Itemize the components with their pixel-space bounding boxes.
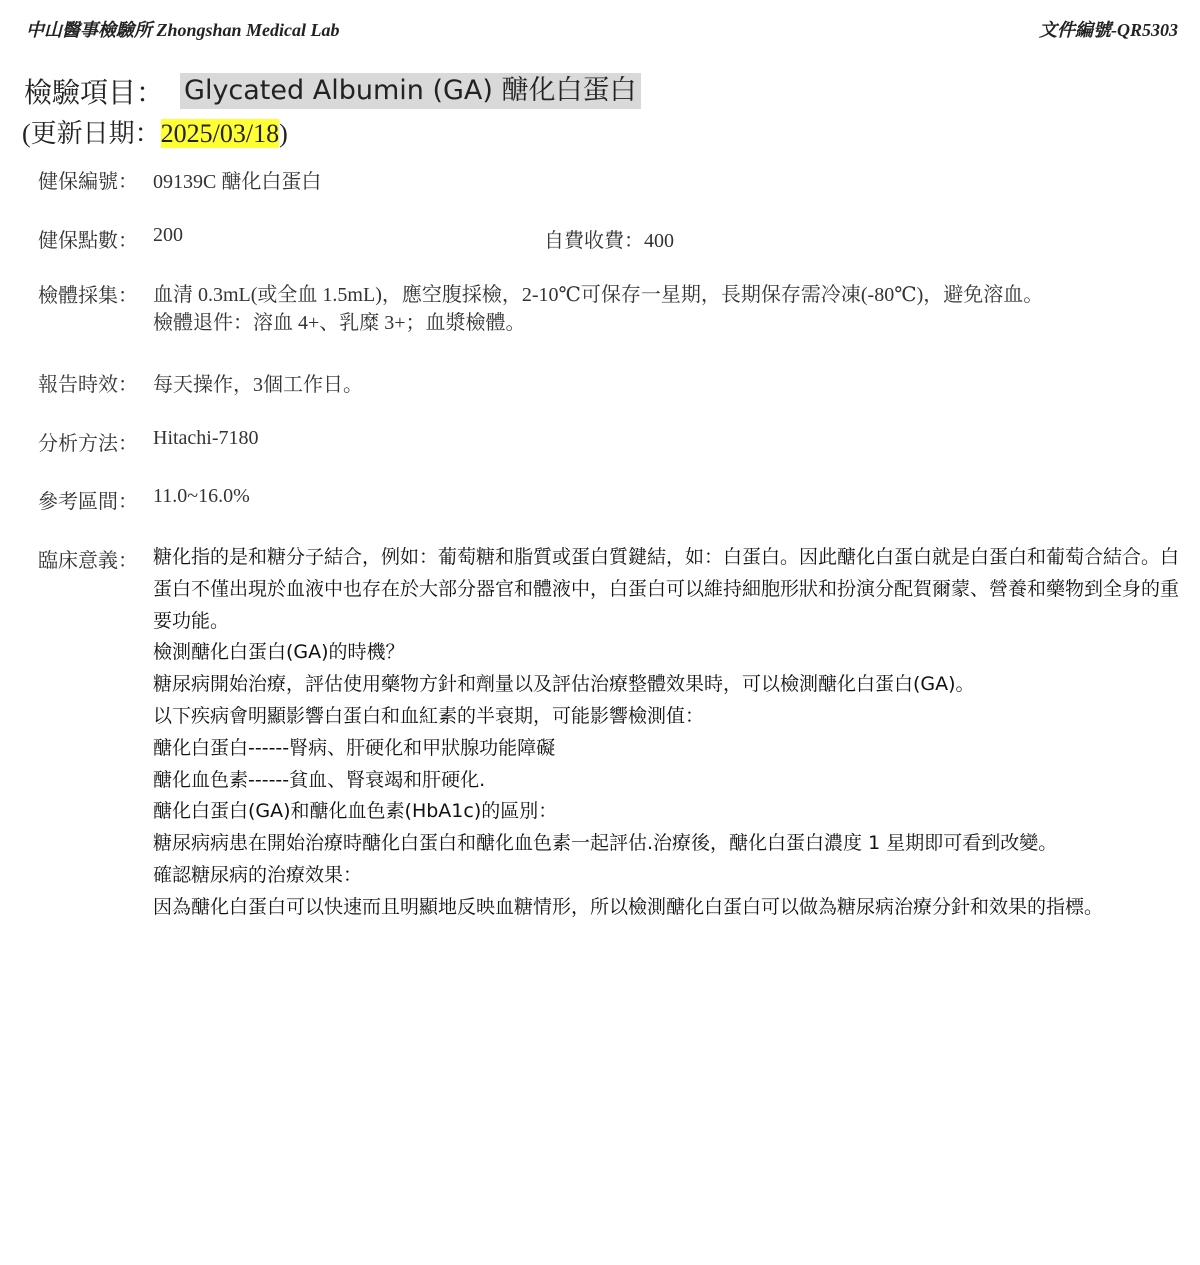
nhi-points-row bbox=[38, 224, 183, 253]
update-date-suffix: ) bbox=[279, 119, 288, 148]
clinical-paragraph: 糖尿病病患在開始治療時醣化白蛋白和醣化血色素一起評估.治療後，醣化白蛋白濃度 1 星期即可看到改變。 bbox=[153, 832, 1058, 855]
nhi-code-value: 09139C 醣化白蛋白 bbox=[153, 171, 322, 193]
clinical-paragraph: 糖尿病開始治療，評估使用藥物方針和劑量以及評估治療整體效果時，可以檢測醣化白蛋白(GA)。 bbox=[153, 673, 975, 696]
specimen-label: 檢體採集： bbox=[38, 283, 138, 307]
report-time-row bbox=[38, 368, 363, 397]
test-item-name: Glycated Albumin (GA) 醣化白蛋白 bbox=[180, 73, 640, 109]
self-pay-label: 自費收費： bbox=[544, 230, 644, 252]
specimen-collection-text: 血清 0.3mL(或全血 1.5mL)，應空腹採檢，2-10℃可保存一星期，長期保存需冷凍(-80℃)，避免溶血。 bbox=[153, 284, 1044, 306]
method-label: 分析方法： bbox=[38, 431, 138, 455]
clinical-label: 臨床意義： bbox=[38, 548, 138, 572]
clinical-paragraph: 醣化白蛋白------腎病、肝硬化和甲狀腺功能障礙 bbox=[153, 736, 556, 759]
specimen-rejection-text: 檢體退件：溶血 4+、乳糜 3+；血漿檢體。 bbox=[153, 312, 526, 334]
clinical-paragraph: 醣化白蛋白(GA)和醣化血色素(HbA1c)的區別： bbox=[153, 800, 558, 823]
update-date-prefix: (更新日期： bbox=[22, 119, 161, 148]
clinical-significance bbox=[153, 542, 1193, 924]
report-time-label: 報告時效： bbox=[38, 372, 138, 396]
nhi-points-label: 健保點數： bbox=[38, 228, 138, 252]
reference-label: 參考區間： bbox=[38, 489, 138, 513]
nhi-code-label: 健保編號： bbox=[38, 169, 138, 193]
nhi-code-row bbox=[38, 165, 321, 194]
clinical-paragraph: 確認糖尿病的治療效果： bbox=[153, 863, 363, 886]
document-number: 文件編號-QR5303 bbox=[1039, 20, 1178, 40]
update-date: 2025/03/18 bbox=[160, 119, 280, 148]
nhi-points-value: 200 bbox=[153, 224, 183, 246]
specimen-value bbox=[153, 281, 1043, 337]
lab-name: 中山醫事檢驗所 Zhongshan Medical Lab bbox=[26, 20, 340, 40]
self-pay-value: 400 bbox=[644, 230, 674, 252]
method-value: Hitachi-7180 bbox=[153, 427, 259, 449]
clinical-paragraph: 醣化血色素------貧血、腎衰竭和肝硬化. bbox=[153, 768, 486, 791]
test-item-label: 檢驗項目： bbox=[24, 76, 165, 109]
method-row bbox=[38, 427, 259, 456]
reference-value: 11.0~16.0% bbox=[153, 485, 250, 507]
self-pay-row bbox=[544, 224, 674, 253]
clinical-paragraph: 檢測醣化白蛋白(GA)的時機？ bbox=[153, 641, 405, 664]
clinical-paragraph: 以下疾病會明顯影響白蛋白和血紅素的半衰期，可能影響檢測值： bbox=[153, 704, 705, 727]
specimen-row bbox=[38, 281, 1043, 337]
reference-row bbox=[38, 485, 250, 514]
clinical-paragraph: 糖化指的是和糖分子結合，例如：葡萄糖和脂質或蛋白質鍵結，如：白蛋白。因此醣化白蛋白就是白蛋白和葡萄合結合。白蛋白不僅出現於血液中也存在於大部分器官和體液中，白蛋白可以維持細胞形狀和扮演分配賀爾蒙、營養和藥物到全身的重要功能。 bbox=[153, 546, 1180, 632]
test-item-title bbox=[24, 71, 641, 111]
clinical-paragraph: 因為醣化白蛋白可以快速而且明顯地反映血糖情形，所以檢測醣化白蛋白可以做為糖尿病治療分針和效果的指標。 bbox=[153, 895, 1104, 918]
clinical-label-row bbox=[38, 544, 153, 573]
update-date-line bbox=[22, 113, 288, 150]
report-time-value: 每天操作，3個工作日。 bbox=[153, 374, 363, 396]
